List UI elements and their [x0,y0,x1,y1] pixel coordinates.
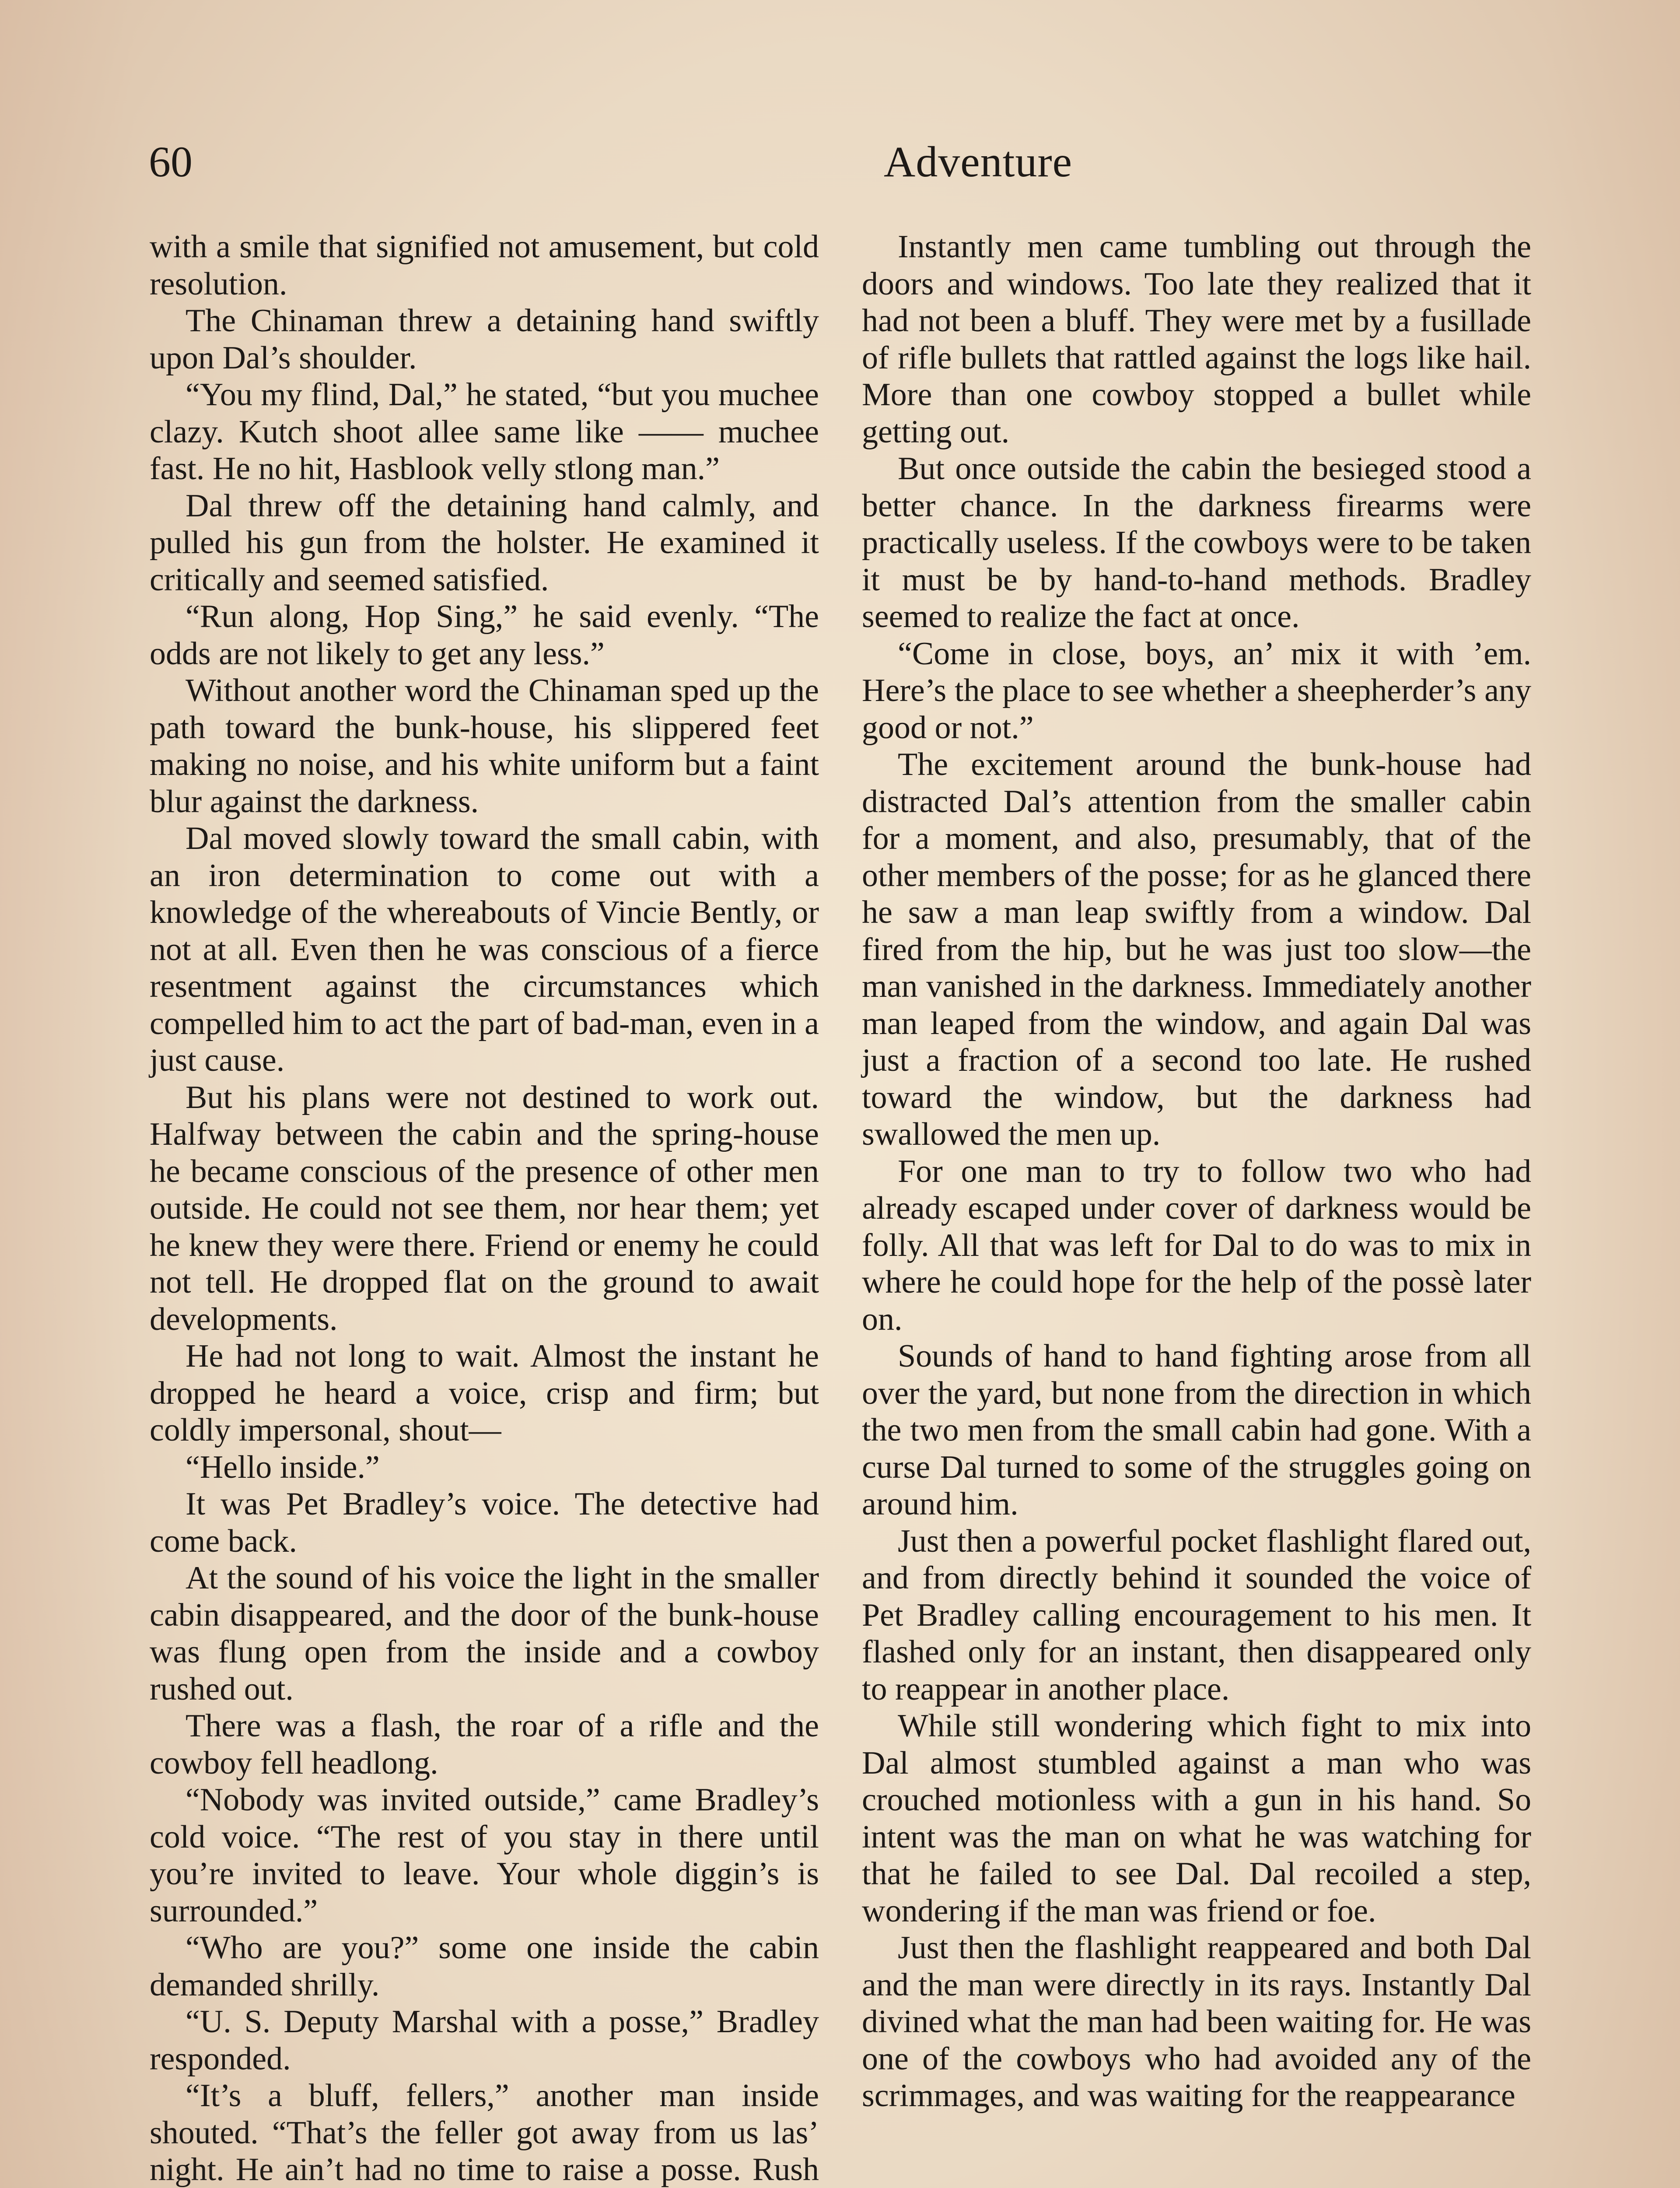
paragraph: “Who are you?” some one inside the cabin demanded shrilly. [150,1930,819,2003]
left-column [150,228,819,2188]
paragraph: Dal threw off the detaining hand calmly, and pulled his gun from the holster. He examined it critically and seemed satisfied. [150,487,819,598]
paragraph: “U. S. Deputy Marshal with a posse,” Bradley responded. [150,2004,819,2077]
paragraph: Just then the flashlight reappeared and both Dal and the man were directly in its rays. Instantly Dal divined what the man had been waiting for. He was one of the cowboys who had avoided any of the scrimmages, and was waiting for the reappearance [862,1930,1531,2114]
paragraph: “It’s a bluff, fellers,” another man inside shouted. “That’s the feller got away from us las’ night. He ain’t had no time to raise a posse. Rush [150,2078,819,2188]
page-header [149,131,1531,197]
right-column [862,228,1531,2114]
paragraph: Sounds of hand to hand fighting arose from all over the yard, but none from the direction in which the two men from the small cabin had gone. With a curse Dal turned to some of the struggles going on around him. [862,1338,1531,1522]
paragraph: He had not long to wait. Almost the instant he dropped he heard a voice, crisp and firm; but coldly impersonal, shout— [150,1338,819,1448]
paragraph: But once outside the cabin the besieged stood a better chance. In the darkness firearms were practically useless. If the cowboys were to be taken it must be by hand-to-hand methods. Bradley seemed to realize the fact at once. [862,451,1531,635]
paragraph: There was a flash, the roar of a rifle and the cowboy fell headlong. [150,1708,819,1781]
paragraph: “Hello inside.” [186,1449,380,1485]
paragraph: The Chinaman threw a detaining hand swiftly upon Dal’s shoulder. [150,303,819,376]
paragraph: It was Pet Bradley’s voice. The detective had come back. [150,1486,819,1559]
paragraph: Dal moved slowly toward the small cabin, with an iron determination to come out with a knowledge of the whereabouts of Vincie Bently, or not at all. Even then he was conscious of a fierce resentment against the circumstances which compelled him to act the part of bad-man, even in a just cause. [150,820,819,1078]
paragraph: “Nobody was invited outside,” came Bradley’s cold voice. “The rest of you stay in there until you’re invited to leave. Your whole diggin’s is surrounded.” [150,1782,819,1929]
paragraph: For one man to try to follow two who had already escaped under cover of darkness would be folly. All that was left for Dal to do was to mix in where he could hope for the help of the possè later on. [862,1153,1531,1337]
paragraph: At the sound of his voice the light in the smaller cabin disappeared, and the door of the bunk-house was flung open from the inside and a cowboy rushed out. [150,1560,819,1707]
page-number: 60 [149,137,192,186]
paragraph: Just then a powerful pocket flashlight flared out, and from directly behind it sounded the voice of Pet Bradley calling encouragement to his men. It flashed only for an instant, then disappeared only to reappear in another place. [862,1523,1531,1707]
paragraph: But his plans were not destined to work out. Halfway between the cabin and the spring-house he became conscious of the presence of other men outside. He could not see them, nor hear them; yet he knew they were there. Friend or enemy he could not tell. He dropped flat on the ground to await developments. [150,1079,819,1337]
paragraph: “Come in close, boys, an’ mix it with ’em. Here’s the place to see whether a sheepherder’s any good or not.” [862,635,1531,746]
running-head: Adventure [884,137,1073,186]
paragraph: Without another word the Chinaman sped up the path toward the bunk-house, his slippered feet making no noise, and his white uniform but a faint blur against the darkness. [150,673,819,820]
paragraph: with a smile that signified not amusement, but cold resolution. [150,229,819,302]
paragraph: “Run along, Hop Sing,” he said evenly. “The odds are not likely to get any less.” [150,599,819,672]
paragraph: Instantly men came tumbling out through the doors and windows. Too late they realized that it had not been a bluff. They were met by a fusillade of rifle bullets that rattled against the logs like hail. More than one cowboy stopped a bullet while getting out. [862,229,1531,450]
paragraph: The excitement around the bunk-house had distracted Dal’s attention from the smaller cabin for a moment, and also, presumably, that of the other members of the posse; for as he glanced there he saw a man leap swiftly from a window. Dal fired from the hip, but he was just too slow—the man vanished in the darkness. Immediately another man leaped from the window, and again Dal was just a fraction of a second too late. He rushed toward the window, but the darkness had swallowed the men up. [862,747,1531,1152]
paragraph: While still wondering which fight to mix into Dal almost stumbled against a man who was crouched motionless with a gun in his hand. So intent was the man on what he was watching for that he failed to see Dal. Dal recoiled a step, wondering if the man was friend or foe. [862,1708,1531,1929]
paragraph: “You my flind, Dal,” he stated, “but you muchee clazy. Kutch shoot allee same like —— muchee fast. He no hit, Hasblook velly stlong man.” [150,377,819,487]
